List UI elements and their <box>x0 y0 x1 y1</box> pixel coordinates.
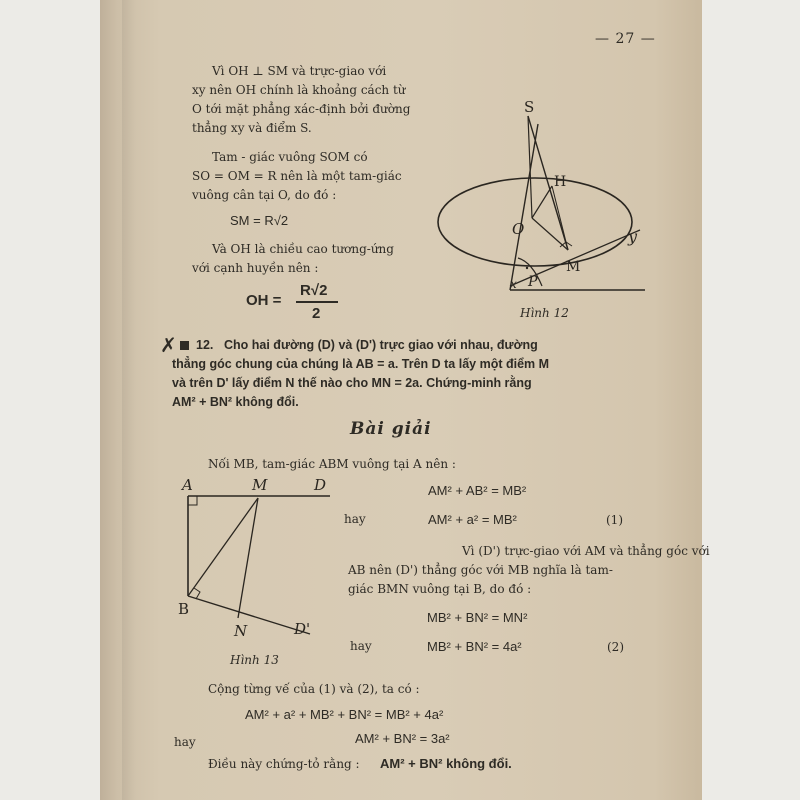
formula-oh-denominator: 2 <box>312 305 321 322</box>
label-d-prime: D' <box>294 620 311 638</box>
paragraph-line: AB nên (D') thẳng góc với MB nghĩa là tam- <box>348 563 613 577</box>
label-m: M <box>252 476 268 494</box>
label-d: D <box>314 476 327 494</box>
problem-square-bullet <box>180 341 189 350</box>
equation-1-number: (1) <box>606 513 623 527</box>
text-line: thẳng xy và điểm S. <box>192 121 312 135</box>
sum-intro: Cộng từng vế của (1) và (2), ta có : <box>208 682 420 696</box>
formula-oh-numerator: R√2 <box>300 282 328 299</box>
fraction-bar <box>296 301 338 303</box>
hay-1: hay <box>344 512 366 526</box>
text-line: vuông cân tại O, do đó : <box>192 188 337 202</box>
text-line: O tới mặt phẳng xác-định bởi đường <box>192 102 411 116</box>
label-o: O <box>512 220 525 238</box>
text-line: SO = OM = R nên là một tam-giác <box>192 169 402 183</box>
equation-3b: AM² + BN² = 3a² <box>355 731 450 746</box>
book-page <box>100 0 710 800</box>
label-n: N <box>234 622 248 640</box>
equation-2b: MB² + BN² = 4a² <box>427 639 522 654</box>
text-line: xy nên OH chính là khoảng cách từ <box>192 83 406 97</box>
conclusion-equation: AM² + BN² không đổi. <box>380 756 512 771</box>
problem-line: AM² + BN² không đổi. <box>172 395 299 409</box>
label-p: P <box>528 274 538 290</box>
text-line: Tam - giác vuông SOM có <box>212 150 368 164</box>
hay-2: hay <box>350 639 372 653</box>
paragraph-line: Vì (D') trực-giao với AM và thẳng góc với <box>462 544 710 558</box>
label-m: M <box>566 259 581 275</box>
label-s: S <box>524 98 535 116</box>
page-number: — 27 — <box>595 31 656 47</box>
line-d-prime <box>188 596 310 634</box>
handwritten-mark: ✗ <box>160 333 177 357</box>
right-angle-b <box>194 588 200 599</box>
text-line: với cạnh huyền nên : <box>192 261 319 275</box>
right-angle-a <box>188 496 197 505</box>
formula-oh-left: OH = <box>246 292 282 309</box>
equation-1: AM² + AB² = MB² <box>428 483 527 498</box>
solution-intro: Nối MB, tam-giác ABM vuông tại A nên : <box>208 457 456 471</box>
label-b: B <box>178 600 190 618</box>
figure-12 <box>400 90 660 330</box>
text-line: Và OH là chiều cao tương-ứng <box>212 242 394 256</box>
hay-3: hay <box>174 735 196 749</box>
formula-sm: SM = R√2 <box>230 213 289 228</box>
problem-line: Cho hai đường (D) và (D') trực giao với nhau, đường <box>224 338 538 352</box>
equation-2-number: (2) <box>607 640 624 654</box>
solution-heading: Bài giải <box>350 419 432 439</box>
line-bm <box>188 498 258 596</box>
problem-number: 12. <box>196 338 214 352</box>
label-h: H <box>554 174 567 190</box>
line-hm <box>552 186 568 250</box>
problem-line: và trên D' lấy điểm N thế nào cho MN = 2a. Chứng-minh rằng <box>172 376 532 390</box>
figure-13-caption: Hình 13 <box>230 653 279 667</box>
line-oh <box>532 186 552 218</box>
problem-line: thẳng góc chung của chúng là AB = a. Trên D ta lấy một điểm M <box>172 357 550 371</box>
equation-3: AM² + a² + MB² + BN² = MB² + 4a² <box>245 707 444 722</box>
paragraph-line: giác BMN vuông tại B, do đó : <box>348 582 532 596</box>
label-x: x <box>510 277 517 291</box>
label-y: y <box>628 227 638 246</box>
label-a: A <box>182 476 193 494</box>
line-mn <box>238 498 258 618</box>
figure-12-caption: Hình 12 <box>520 306 569 320</box>
text-line: Vì OH ⊥ SM và trực-giao với <box>212 64 387 78</box>
equation-2: MB² + BN² = MN² <box>427 610 528 625</box>
circle-base <box>438 178 632 266</box>
conclusion-text: Điều này chứng-tỏ rằng : <box>208 757 360 771</box>
equation-1b: AM² + a² = MB² <box>428 512 517 527</box>
